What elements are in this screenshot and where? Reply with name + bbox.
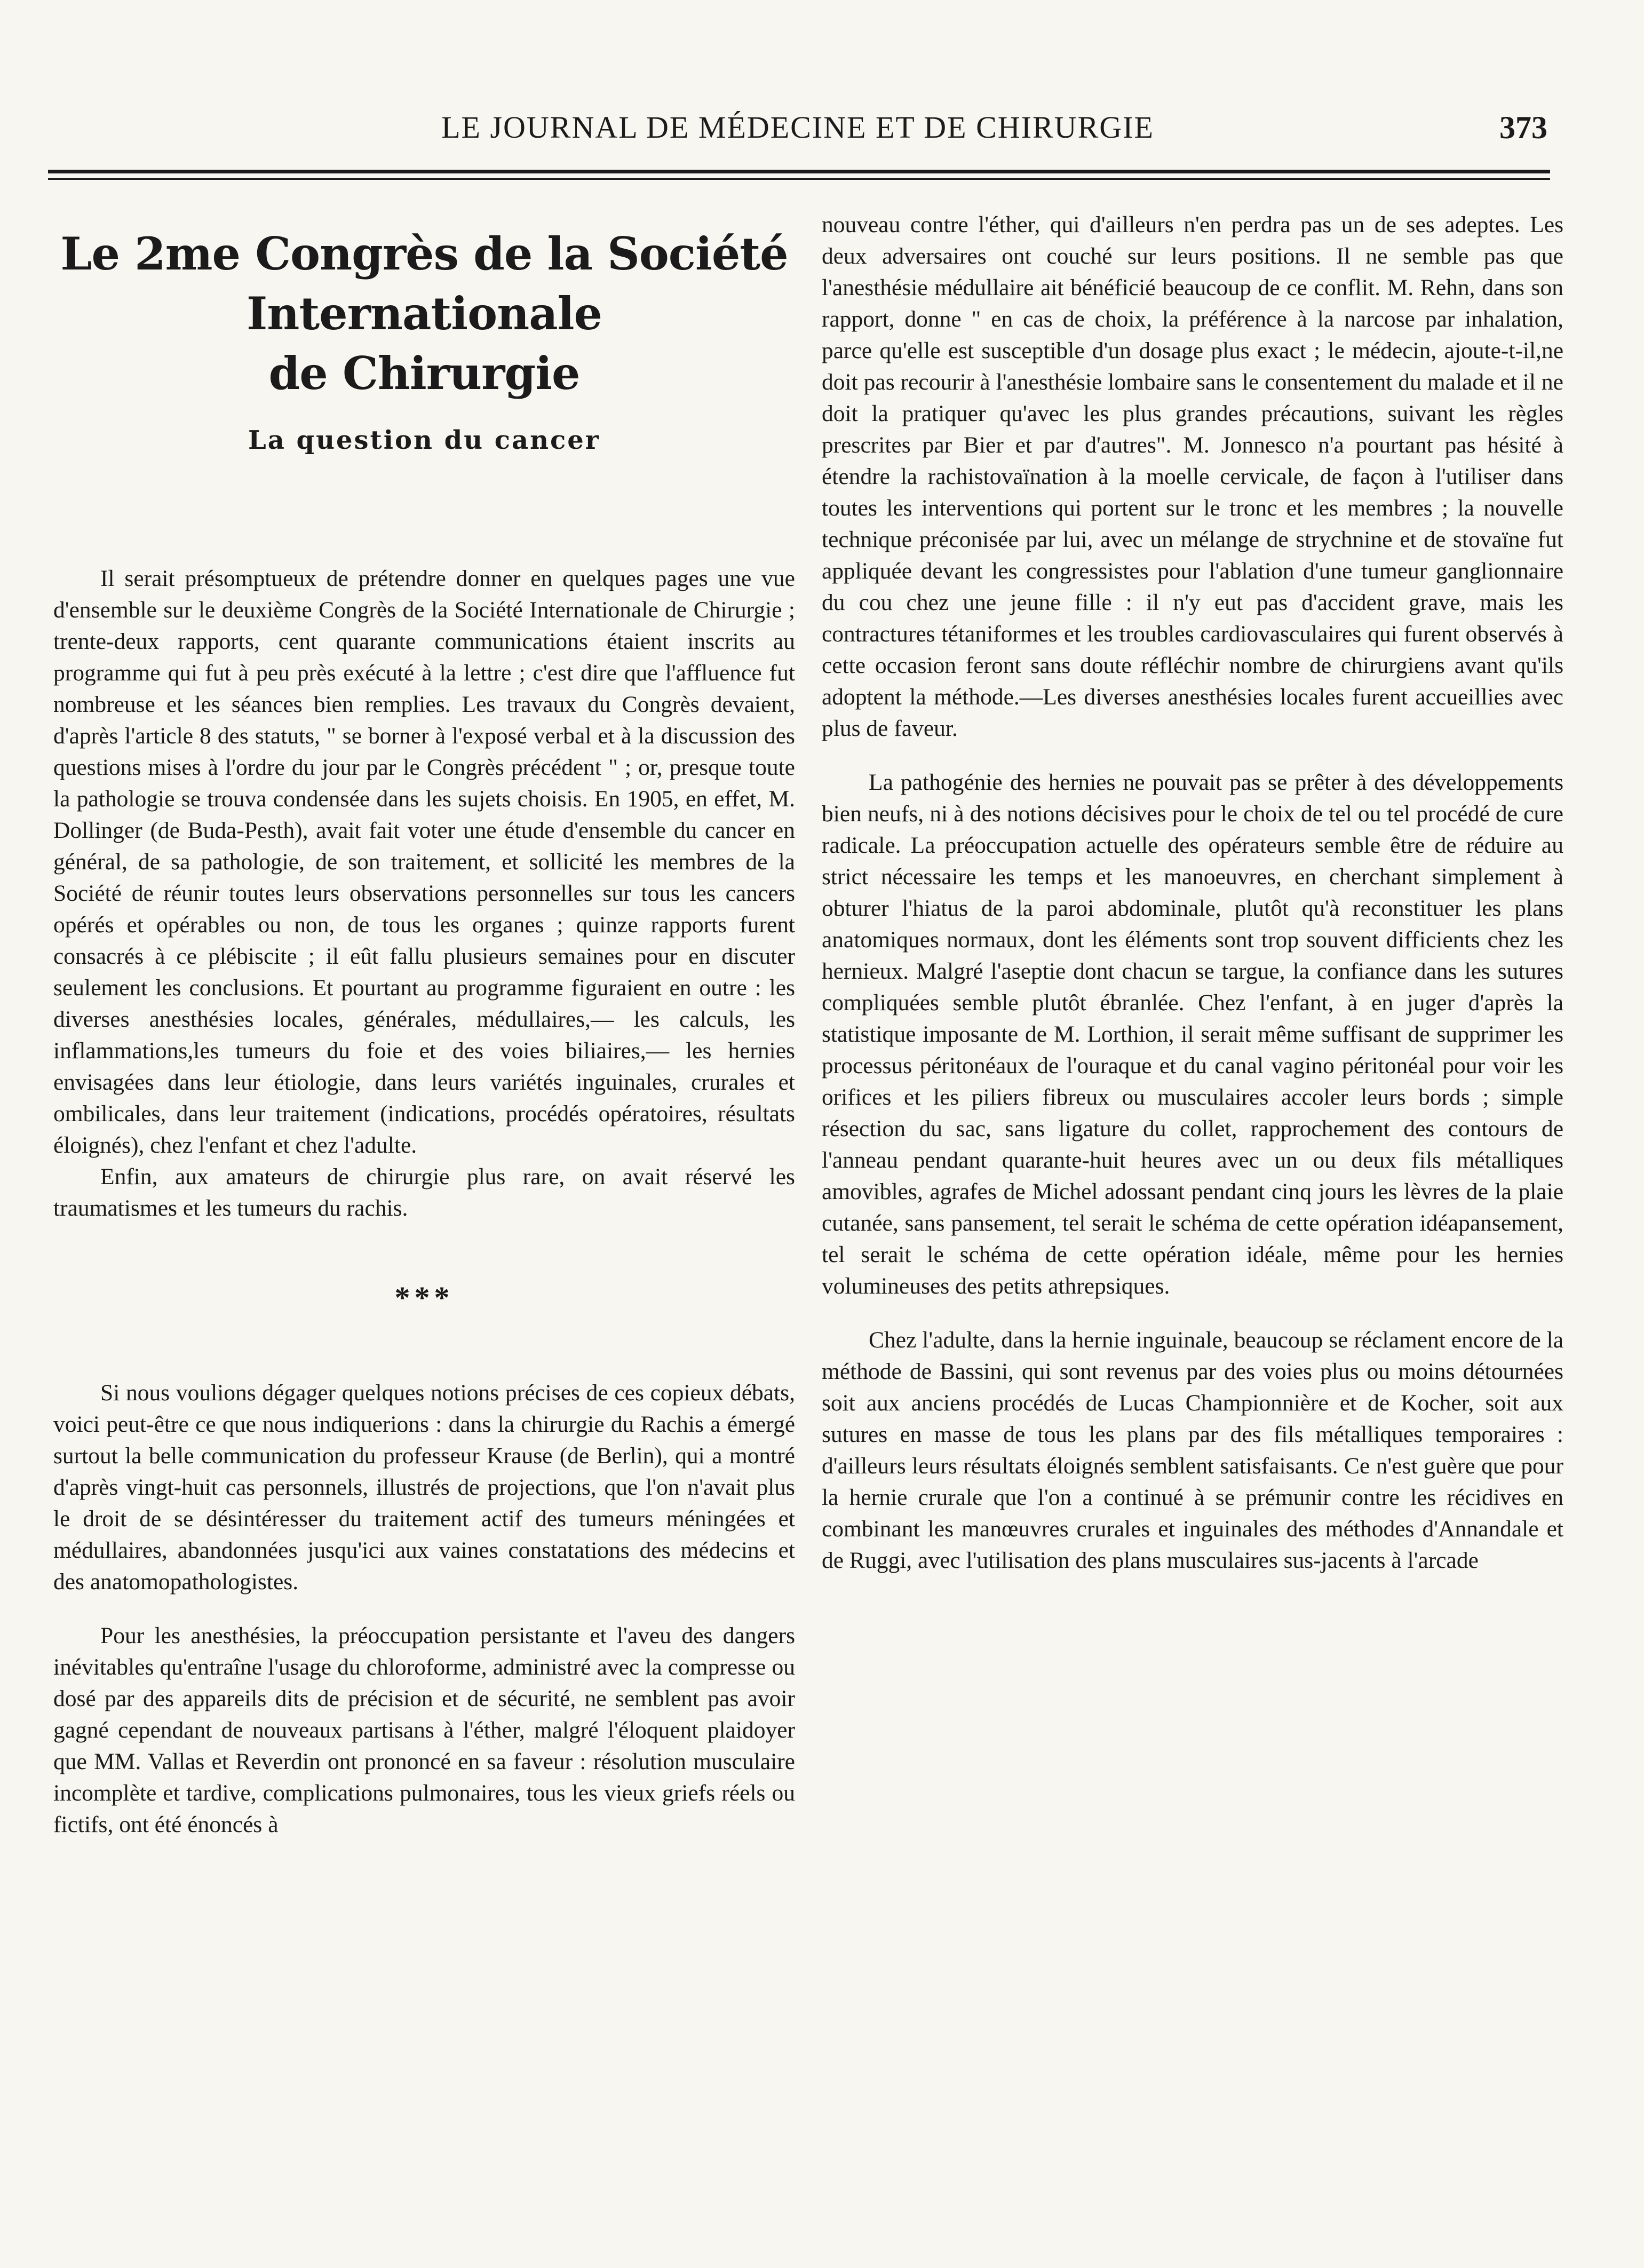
header-rule-thin (48, 178, 1550, 180)
paragraph-continued: nouveau contre l'éther, qui d'ailleurs n'en perdra pas un de ses adeptes. Les deux adversaires ont couché sur leurs positions. Il ne semble pas que l'anesthésie médullaire ait bénéficié beaucoup de ce conflit. M. Rehn, dans son rapport, donne " en cas de choix, la préférence à la narcose par inhalation, parce qu'elle est susceptible d'un dosage plus exact ; le médecin, ajoute-t-il,ne doit pas recourir à l'anesthésie lombaire sans le consentement du malade et il ne doit la pratiquer qu'avec les plus grandes précautions, suivant les règles prescrites par Bier et par d'autres". M. Jonnesco n'a pourtant pas hésité à étendre la rachistovaïnation à la moelle cervicale, de façon à l'utiliser dans toutes les interventions qui portent sur le tronc et les membres ; la nouvelle technique préconisée par lui, avec un mélange de strychnine et de stovaïne fut appliquée devant les congressistes pour l'ablation d'une tumeur ganglionnaire du cou chez une jeune fille : il n'y eut pas d'accident grave, mais les contractures tétaniformes et les troubles cardiovasculaires qui furent observés à cette occasion feront sans doute réfléchir nombre de chirurgiens avant qu'ils adoptent la méthode.—Les diverses anesthésies locales furent accueillies avec plus de faveur. (822, 212, 1563, 741)
header-rule-thick (48, 170, 1550, 173)
right-column (822, 209, 1563, 1576)
article-subtitle: La question du cancer (248, 425, 601, 455)
page-number: 373 (1499, 110, 1547, 145)
section-separator: *** (394, 1280, 454, 1315)
running-head (48, 104, 1547, 157)
article-title-line1: Le 2me Congrès de la Société Internationale (60, 227, 788, 340)
paragraph: Chez l'adulte, dans la hernie inguinale, beaucoup se réclament encore de la méthode de Bassini, qui sont revenus par des voies plus ou moins détournées soit aux anciens procédés de Lucas Championnière et de Kocher, soit aux sutures en masse de tous les plans par des fils métalliques temporaires : d'ailleurs leurs résultats éloignés semblent satisfaisants. Ce n'est guère que pour la hernie crurale que l'on a continué à se prémunir contre les récidives en combinant les manœuvres crurales et inguinales des méthodes d'Annandale et de Ruggi, avec l'utilisation des plans musculaires sus-jacents à l'arcade (822, 1327, 1563, 1573)
paragraph: Il serait présomptueux de prétendre donner en quelques pages une vue d'ensemble sur le deuxième Congrès de la Société Internationale de Chirurgie ; trente-deux rapports, cent quarante communications étaient inscrits au programme qui fut à peu près exécuté à la lettre ; c'est dire que l'affluence fut nombreuse et les séances bien remplies. Les travaux du Congrès devaient, d'après l'article 8 des statuts, " se borner à l'exposé verbal et à la discussion des questions mises à l'ordre du jour par le Congrès précédent " ; or, presque toute la pathologie se trouva condensée dans les sujets choisis. En 1905, en effet, M. Dollinger (de Buda-Pesth), avait fait voter une étude d'ensemble du cancer en général, de sa pathologie, de son traitement, et sollicité les membres de la Société de réunir toutes leurs observations personnelles sur tous les cancers opérés et opérables ou non, de tous les organes ; quinze rapports furent consacrés à ce plébiscite ; il eût fallu plusieurs semaines pour en discuter seulement les conclusions. Et pourtant au programme figuraient en outre : les diverses anesthésies locales, générales, médullaires,— les calculs, les inflammations,les tumeurs du foie et des voies biliaires,— les hernies envisagées dans leur étiologie, dans leurs variétés inguinales, crurales et ombilicales, dans leur traitement (indications, procédés opératoires, résultats éloignés), chez l'enfant et chez l'adulte. (53, 566, 795, 1158)
paragraph: La pathogénie des hernies ne pouvait pas se prêter à des développements bien neufs, ni à des notions décisives pour le choix de tel ou tel procédé de cure radicale. La préoccupation actuelle des opérateurs semble être de réduire au strict nécessaire les temps et les manoeuvres, en cherchant simplement à obturer l'hiatus de la paroi abdominale, plutôt qu'à reconstituer les plans anatomiques normaux, dont les éléments sont trop souvent difficients chez les hernieux. Malgré l'aseptie dont chacun se targue, la confiance dans les sutures compliquées semble plutôt ébranlée. Chez l'enfant, à en juger d'après la statistique imposante de M. Lorthion, il serait même suffisant de supprimer les processus péritonéaux de l'ouraque et du canal vagino péritonéal pour voir les orifices et les piliers fibreux ou musculaires accoler leurs bords ; simple résection du sac, sans ligature du collet, rapprochement des contours de l'anneau pendant quarante-huit heures avec un ou deux fils métalliques amovibles, agrafes de Michel adossant pendant cinq jours les lèvres de la plaie cutanée, sans pansement, tel serait le schéma de cette opération idéapansement, tel serait le schéma de cette opération idéale, même pour les hernies volumineuses des petits athrepsiques. (822, 770, 1563, 1299)
journal-title: LE JOURNAL DE MÉDECINE ET DE CHIRURGIE (441, 110, 1154, 145)
left-column (53, 211, 795, 1841)
paragraph: Pour les anesthésies, la préoccupation persistante et l'aveu des dangers inévitables qu'entraîne l'usage du chloroforme, administré avec la compresse ou dosé par des appareils dits de précision et de sécurité, ne semblent pas avoir gagné cependant de nouveaux partisans à l'éther, malgré l'éloquent plaidoyer que MM. Vallas et Reverdin ont prononcé en sa faveur : résolution musculaire incomplète et tardive, complications pulmonaires, tous les vieux griefs réels ou fictifs, ont été énoncés à (53, 1623, 795, 1837)
article-title (53, 211, 795, 403)
article-title-line2: de Chirurgie (268, 347, 580, 400)
paragraph: Si nous voulions dégager quelques notions précises de ces copieux débats, voici peut-être ce que nous indiquerions : dans la chirurgie du Rachis a émergé surtout la belle communication du professeur Krause (de Berlin), qui a montré d'après vingt-huit cas personnels, illustrés de projections, que l'on n'avait plus le droit de se désintéresser du traitement actif des tumeurs méningées et médullaires, abandonnées jusqu'ici aux vaines constatations des médecins et des anatomopathologistes. (53, 1380, 795, 1595)
paragraph: Enfin, aux amateurs de chirurgie plus rare, on avait réservé les traumatismes et les tumeurs du rachis. (53, 1164, 795, 1221)
